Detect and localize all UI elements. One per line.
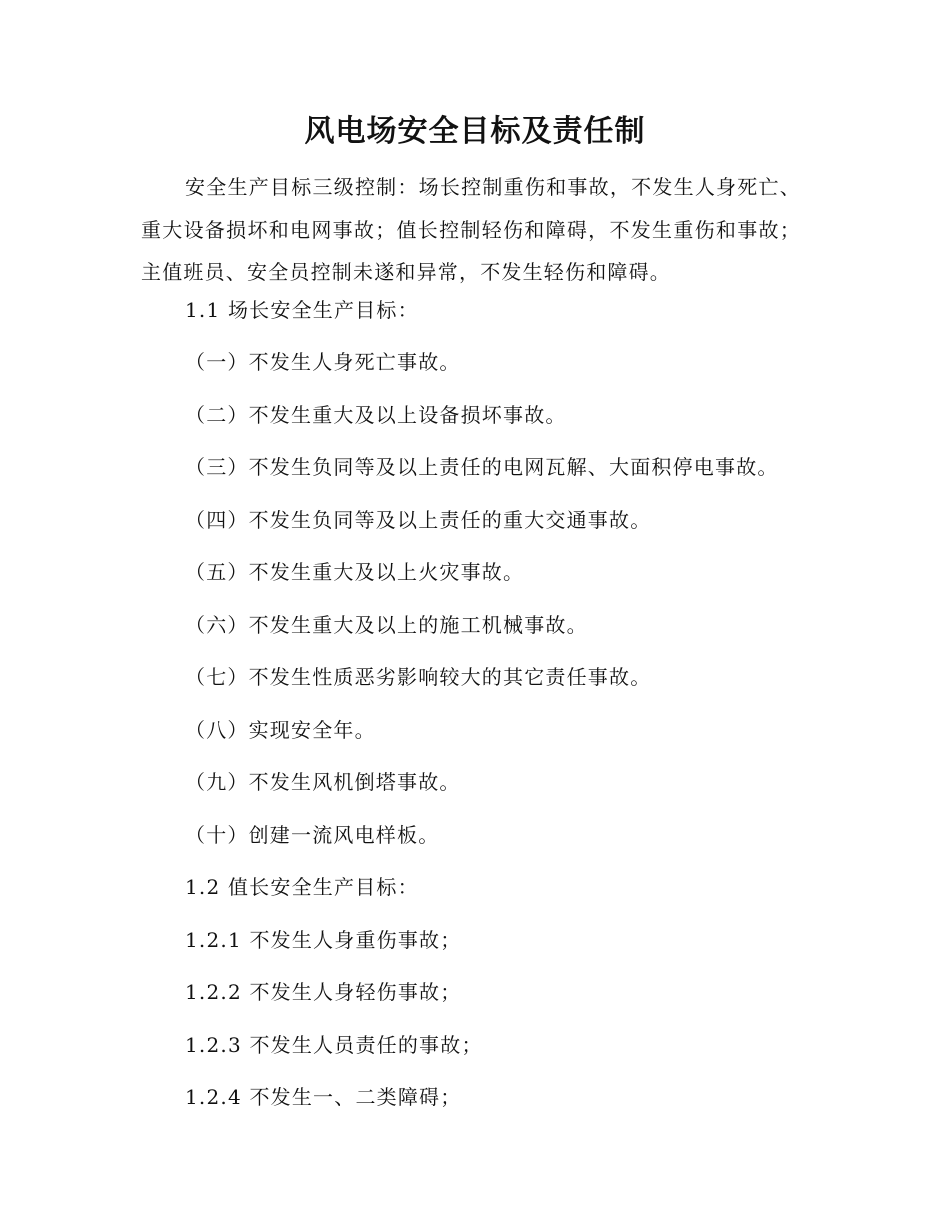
list-item: （七）不发生性质恶劣影响较大的其它责任事故。 <box>185 665 652 689</box>
list-item: （一）不发生人身死亡事故。 <box>185 350 461 374</box>
list-item: （二）不发生重大及以上设备损坏事故。 <box>185 403 567 427</box>
list-item: （五）不发生重大及以上火灾事故。 <box>185 560 525 584</box>
document-title: 风电场安全目标及责任制 <box>304 114 646 149</box>
list-item: （十）创建一流风电样板。 <box>185 823 440 847</box>
list-item: （三）不发生负同等及以上责任的电网瓦解、大面积停电事故。 <box>185 455 779 479</box>
list-item: （九）不发生风机倒塔事故。 <box>185 770 461 794</box>
list-item: 1.2.1 不发生人身重伤事故； <box>185 928 462 952</box>
section-heading-1-1: 1.1 场长安全生产目标： <box>185 298 419 322</box>
section-heading-1-2: 1.2 值长安全生产目标： <box>185 875 419 899</box>
list-item: 1.2.4 不发生一、二类障碍； <box>185 1085 462 1109</box>
list-item: （八）实现安全年。 <box>185 718 376 742</box>
list-item: 1.2.2 不发生人身轻伤事故； <box>185 980 462 1004</box>
intro-paragraph: 安全生产目标三级控制：场长控制重伤和事故，不发生人身死亡、重大设备损坏和电网事故；值长控制轻伤和障碍，不发生重伤和事故；主值班员、安全员控制未遂和异常，不发生轻伤和障碍。 <box>141 175 801 284</box>
list-item: （六）不发生重大及以上的施工机械事故。 <box>185 613 588 637</box>
list-item: （四）不发生负同等及以上责任的重大交通事故。 <box>185 508 652 532</box>
list-item: 1.2.3 不发生人员责任的事故； <box>185 1033 483 1057</box>
